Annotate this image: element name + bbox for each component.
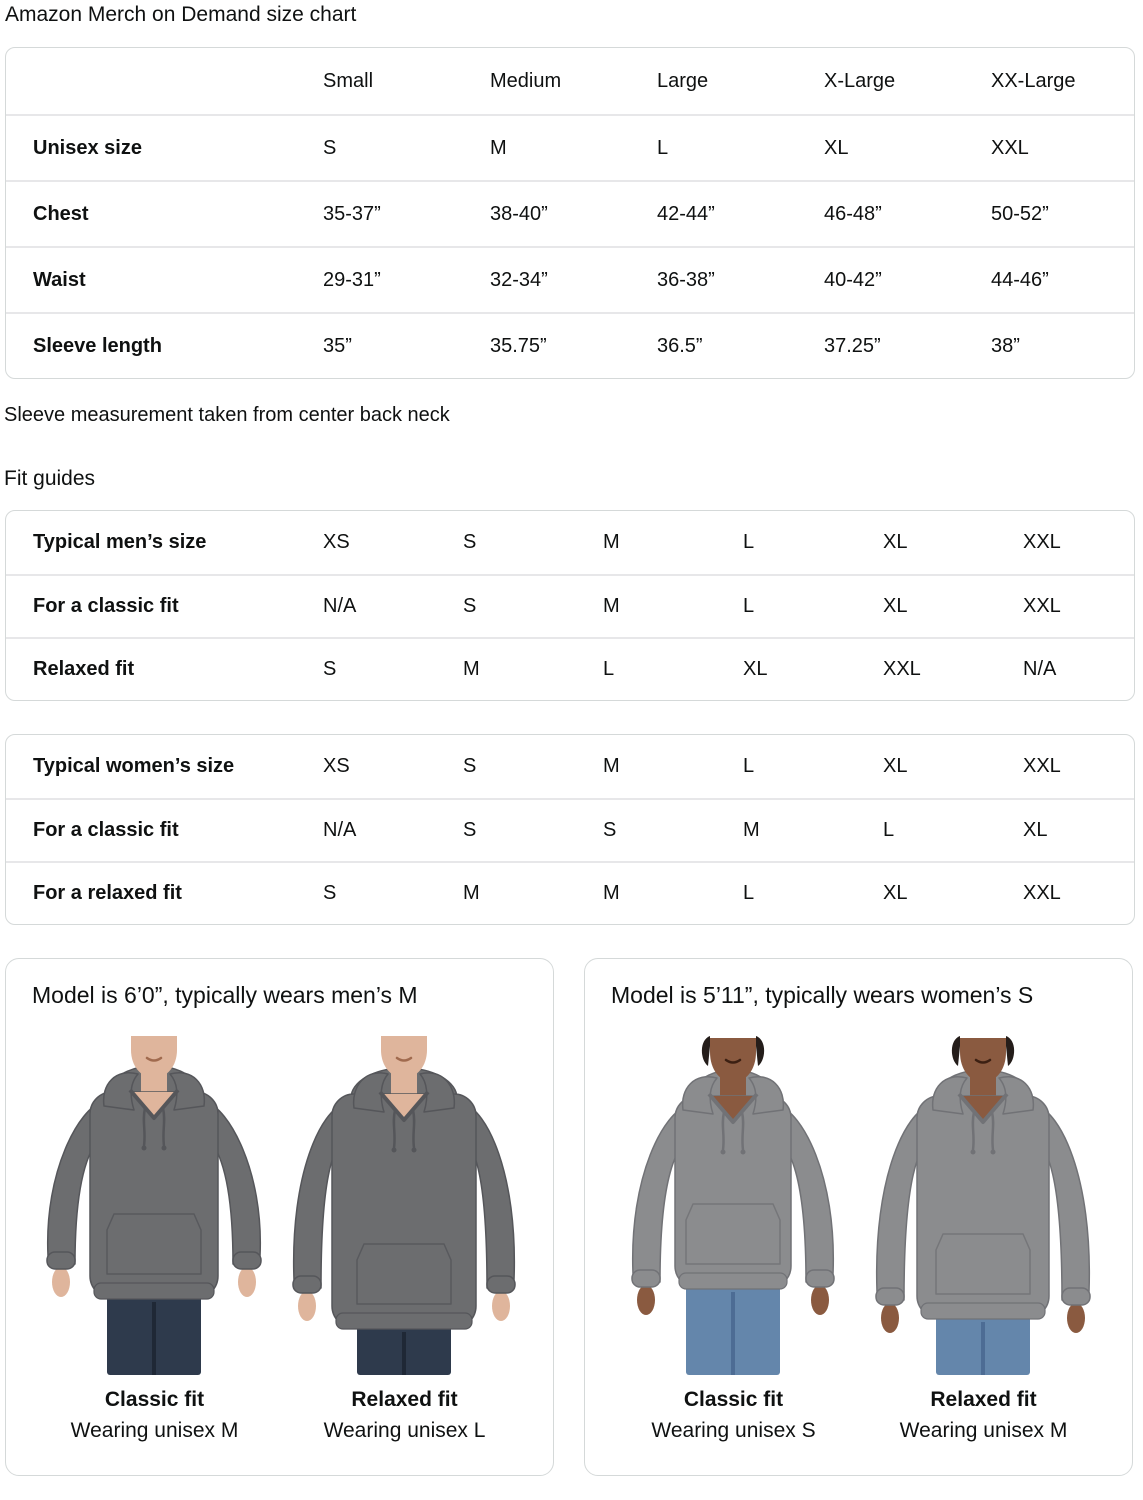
size-value-cell: XL — [883, 531, 908, 554]
table-row — [6, 574, 1134, 637]
size-value-cell: XXL — [1023, 861, 1134, 924]
size-value-cell: S — [603, 798, 743, 861]
size-value-cell: 40-42” — [824, 246, 991, 312]
row-label: Unisex size — [6, 114, 323, 180]
size-value-cell: XL — [883, 755, 908, 778]
size-value-cell: 50-52” — [991, 180, 1134, 246]
unisex-size-chart-table — [5, 47, 1135, 379]
size-value-cell: 46-48” — [824, 180, 991, 246]
size-value-cell: 38” — [991, 312, 1134, 378]
wearing-size-caption: Wearing unisex M — [899, 1419, 1068, 1443]
size-value-cell: XXL — [1023, 755, 1061, 778]
size-value-cell: M — [490, 114, 657, 180]
column-header: Medium — [490, 69, 562, 92]
size-value-cell: 38-40” — [490, 180, 657, 246]
row-label: Relaxed fit — [6, 637, 323, 700]
size-value-cell: N/A — [1023, 637, 1134, 700]
model-figure — [614, 1030, 854, 1443]
size-value-cell: XXL — [991, 114, 1134, 180]
size-value-cell: XL — [883, 574, 1023, 637]
size-value-cell: 32-34” — [490, 246, 657, 312]
size-value-cell: L — [603, 637, 743, 700]
model-card-title: Model is 6’0”, typically wears men’s M — [32, 982, 418, 1009]
size-value-cell: L — [657, 114, 824, 180]
size-value-cell: 35” — [323, 312, 490, 378]
row-label: For a classic fit — [6, 798, 323, 861]
size-value-cell: XS — [323, 755, 350, 778]
table-row — [6, 798, 1134, 861]
size-value-cell: XL — [1023, 798, 1134, 861]
size-value-cell: XL — [824, 114, 991, 180]
table-row — [6, 312, 1134, 378]
fit-type-label: Relaxed fit — [351, 1388, 458, 1412]
column-header: Large — [657, 69, 709, 92]
size-value-cell: 37.25” — [824, 312, 991, 378]
row-label: Typical women’s size — [33, 755, 235, 778]
fit-model-cards — [5, 958, 1143, 1476]
size-value-cell: XXL — [883, 637, 1023, 700]
man-relaxed-fit-hoodie-photo — [287, 1030, 522, 1375]
fit-guides-heading: Fit guides — [4, 467, 96, 491]
model-card-title: Model is 5’11”, typically wears women’s S — [611, 982, 1034, 1009]
size-value-cell: M — [603, 574, 743, 637]
table-row — [6, 180, 1134, 246]
size-value-cell: XXL — [1023, 531, 1061, 554]
size-value-cell: M — [603, 861, 743, 924]
wearing-size-caption: Wearing unisex S — [651, 1419, 816, 1443]
page-title: Amazon Merch on Demand size chart — [5, 3, 357, 26]
fit-type-label: Classic fit — [104, 1388, 205, 1412]
size-value-cell: M — [743, 798, 883, 861]
size-value-cell: S — [463, 574, 603, 637]
fit-guide-card — [5, 958, 554, 1476]
table-row — [6, 246, 1134, 312]
size-value-cell: 35-37” — [323, 180, 490, 246]
table-row — [6, 637, 1134, 700]
size-value-cell: N/A — [323, 798, 463, 861]
size-value-cell: XL — [743, 637, 883, 700]
womens-fit-guide-table — [5, 734, 1135, 925]
row-label: For a relaxed fit — [6, 861, 323, 924]
size-value-cell: M — [463, 861, 603, 924]
model-figure — [285, 1030, 525, 1443]
table-row — [6, 114, 1134, 180]
size-value-cell: L — [743, 755, 755, 778]
size-value-cell: M — [463, 637, 603, 700]
column-header: XX-Large — [991, 69, 1076, 92]
table-row — [6, 861, 1134, 924]
man-classic-fit-hoodie-photo — [37, 1030, 272, 1375]
size-value-cell: S — [323, 861, 463, 924]
fit-guide-card — [584, 958, 1133, 1476]
size-value-cell: 35.75” — [490, 312, 657, 378]
size-value-cell: M — [603, 531, 620, 554]
size-value-cell: S — [323, 114, 490, 180]
row-label: Typical men’s size — [33, 531, 207, 554]
model-photos-row — [6, 1030, 553, 1443]
wearing-size-caption: Wearing unisex M — [70, 1419, 239, 1443]
size-value-cell: XL — [883, 861, 1023, 924]
model-figure — [35, 1030, 275, 1443]
column-header: X-Large — [824, 69, 896, 92]
table-row — [6, 735, 1134, 798]
corner-cell — [6, 48, 323, 114]
size-value-cell: XS — [323, 531, 350, 554]
size-value-cell: L — [883, 798, 1023, 861]
row-label: Waist — [6, 246, 323, 312]
size-value-cell: L — [743, 861, 883, 924]
size-value-cell: 36-38” — [657, 246, 824, 312]
size-value-cell: S — [463, 755, 477, 778]
size-value-cell: 42-44” — [657, 180, 824, 246]
wearing-size-caption: Wearing unisex L — [323, 1419, 486, 1443]
fit-type-label: Relaxed fit — [930, 1388, 1037, 1412]
size-value-cell: 36.5” — [657, 312, 824, 378]
woman-relaxed-fit-hoodie-photo — [866, 1030, 1101, 1375]
mens-fit-guide-table — [5, 510, 1135, 701]
size-value-cell: 44-46” — [991, 246, 1134, 312]
fit-type-label: Classic fit — [683, 1388, 784, 1412]
size-value-cell: 29-31” — [323, 246, 490, 312]
size-value-cell: S — [323, 637, 463, 700]
size-value-cell: S — [463, 798, 603, 861]
table-row — [6, 511, 1134, 574]
row-label: Chest — [6, 180, 323, 246]
row-label: For a classic fit — [6, 574, 323, 637]
column-header: Small — [323, 69, 374, 92]
size-value-cell: N/A — [323, 574, 463, 637]
size-value-cell: XXL — [1023, 574, 1134, 637]
row-label: Sleeve length — [6, 312, 323, 378]
sleeve-measurement-note: Sleeve measurement taken from center back neck — [4, 404, 450, 427]
size-value-cell: L — [743, 574, 883, 637]
size-value-cell: L — [743, 531, 755, 554]
model-photos-row — [585, 1030, 1132, 1443]
size-value-cell: M — [603, 755, 620, 778]
model-figure — [864, 1030, 1104, 1443]
size-value-cell: S — [463, 531, 477, 554]
woman-classic-fit-hoodie-photo — [616, 1030, 851, 1375]
